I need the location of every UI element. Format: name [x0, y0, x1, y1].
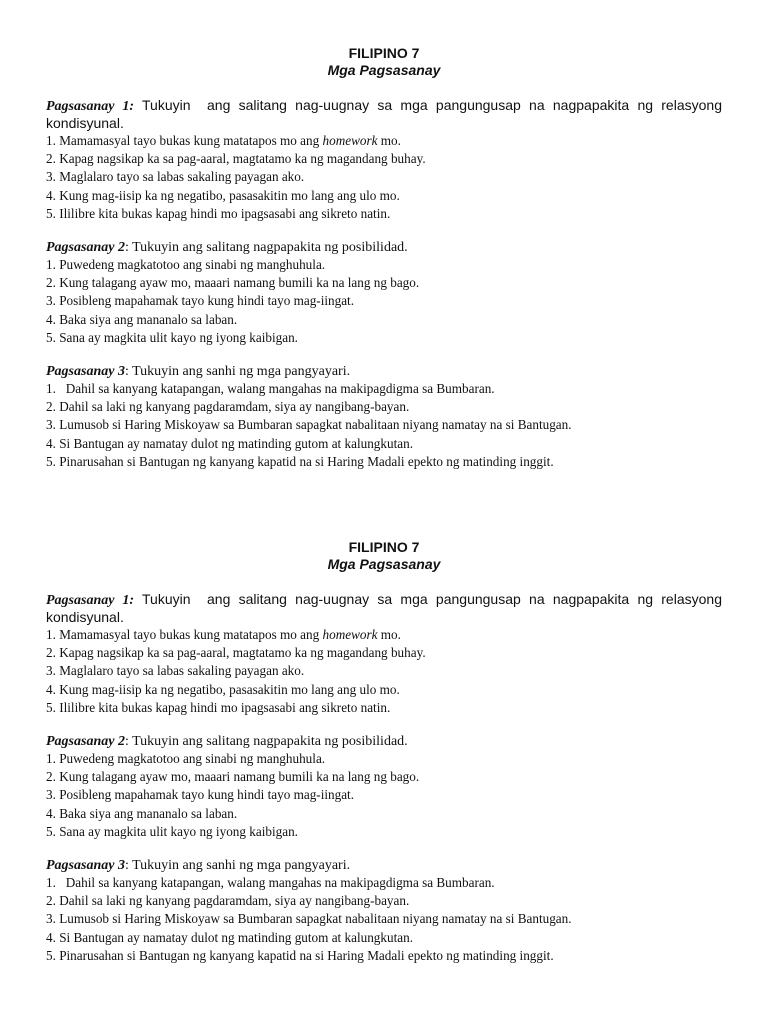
exercise-block [46, 733, 722, 841]
item-text: 2. Dahil sa laki ng kanyang pagdaramdam, siya ay nangibang-bayan. [46, 893, 410, 909]
exercise-instruction-text: : Tukuyin ang sanhi ng mga pangyayari. [124, 364, 351, 380]
item-text: 1. Dahil sa kanyang katapangan, walang mangahas na makipagdigma sa Bumbaran. [46, 875, 495, 891]
exercise-instruction-text: Tukuyin ang salitang nag-uugnay sa mga pangungusap na nagpapakita ng relasyong kondisyunal. [46, 591, 726, 625]
exercise-item [46, 626, 722, 644]
exercise-item [46, 398, 722, 416]
worksheet-copy [46, 538, 726, 965]
worksheet-title: FILIPINO 7 [348, 539, 420, 555]
exercise-label: Pagsasanay 2 [46, 240, 125, 256]
item-text: 3. Lumusob si Haring Miskoyaw sa Bumbaran sapagkat nabalitaan niyang namatay na si Bantugan. [46, 417, 572, 433]
exercise-instruction-text: : Tukuyin ang sanhi ng mga pangyayari. [124, 858, 351, 874]
item-text: 2. Dahil sa laki ng kanyang pagdaramdam, siya ay nangibang-bayan. [46, 399, 410, 415]
item-text: 2. Kapag nagsikap ka sa pag-aaral, magtatamo ka ng magandang buhay. [46, 645, 426, 661]
item-text: mo. [377, 627, 401, 642]
worksheet-subtitle: Mga Pagsasanay [327, 556, 441, 572]
item-text: 3. Lumusob si Haring Miskoyaw sa Bumbaran sapagkat nabalitaan niyang namatay na si Bantugan. [46, 911, 572, 927]
italic-term: homework [322, 627, 378, 642]
exercise-item [46, 380, 722, 398]
item-text: 4. Kung mag-iisip ka ng negatibo, pasasakitin mo lang ang ulo mo. [46, 681, 400, 697]
item-text: 2. Kung talagang ayaw mo, maaari namang bumili ka na lang ng bago. [46, 275, 420, 291]
exercise-item [46, 453, 722, 471]
exercise-block [46, 97, 726, 223]
item-text: 2. Kapag nagsikap ka sa pag-aaral, magtatamo ka ng magandang buhay. [46, 151, 426, 167]
exercise-item-list [46, 874, 722, 965]
exercise-instruction-text: Tukuyin ang salitang nag-uugnay sa mga pangungusap na nagpapakita ng relasyong kondisyunal. [46, 97, 726, 131]
exercise-item [46, 416, 722, 434]
exercise-item [46, 910, 722, 928]
item-text: 4. Baka siya ang mananalo sa laban. [46, 805, 238, 821]
exercise-item-list [46, 256, 722, 347]
exercise-instruction [46, 97, 726, 132]
exercise-instruction-text: : Tukuyin ang salitang nagpapakita ng posibilidad. [124, 734, 408, 750]
exercise-instruction [46, 363, 722, 380]
exercise-item [46, 274, 722, 292]
item-text: 1. Mamamasyal tayo bukas kung matatapos mo ang [46, 133, 323, 148]
exercise-instruction [46, 733, 722, 750]
exercise-item [46, 892, 722, 910]
exercise-item [46, 150, 722, 168]
exercise-instruction-text: : Tukuyin ang salitang nagpapakita ng posibilidad. [124, 240, 408, 256]
item-text: 3. Maglalaro tayo sa labas sakaling payagan ako. [46, 663, 305, 679]
exercise-label: Pagsasanay 3 [46, 364, 125, 380]
exercise-item [46, 750, 722, 768]
worksheet-subtitle: Mga Pagsasanay [327, 62, 441, 78]
exercise-item [46, 874, 722, 892]
exercise-item [46, 168, 722, 186]
item-text: 5. Ililibre kita bukas kapag hindi mo ipagsasabi ang sikreto natin. [46, 699, 391, 715]
exercise-item-list [46, 132, 722, 223]
item-text: 4. Kung mag-iisip ka ng negatibo, pasasakitin mo lang ang ulo mo. [46, 187, 400, 203]
exercise-label: Pagsasanay 3 [46, 858, 125, 874]
exercise-item [46, 768, 722, 786]
exercise-item [46, 805, 722, 823]
item-text: 5. Pinarusahan si Bantugan ng kanyang kapatid na si Haring Madali epekto ng matinding inggit. [46, 453, 554, 469]
item-text: 4. Si Bantugan ay namatay dulot ng matinding gutom at kalungkutan. [46, 435, 413, 451]
exercise-block [46, 239, 722, 347]
item-text: 4. Si Bantugan ay namatay dulot ng matinding gutom at kalungkutan. [46, 929, 413, 945]
exercise-instruction [46, 857, 722, 874]
exercise-item-list [46, 626, 722, 717]
exercise-instruction [46, 239, 722, 256]
item-text: 5. Ililibre kita bukas kapag hindi mo ipagsasabi ang sikreto natin. [46, 205, 391, 221]
item-text: 5. Pinarusahan si Bantugan ng kanyang kapatid na si Haring Madali epekto ng matinding inggit. [46, 947, 554, 963]
exercise-label: Pagsasanay 1: [46, 593, 134, 608]
italic-term: homework [322, 133, 378, 148]
exercise-item-list [46, 750, 722, 841]
item-text: 1. Dahil sa kanyang katapangan, walang mangahas na makipagdigma sa Bumbaran. [46, 381, 495, 397]
exercise-item [46, 699, 722, 717]
exercise-item [46, 187, 722, 205]
exercise-item-list [46, 380, 722, 471]
exercise-item [46, 786, 722, 804]
worksheet-title: FILIPINO 7 [348, 45, 420, 61]
exercise-item [46, 311, 722, 329]
exercise-item [46, 205, 722, 223]
item-text: 3. Posibleng mapahamak tayo kung hindi tayo mag-iingat. [46, 293, 355, 309]
item-text: 1. Mamamasyal tayo bukas kung matatapos mo ang [46, 627, 323, 642]
item-text: 1. Puwedeng magkatotoo ang sinabi ng manghuhula. [46, 751, 326, 767]
exercise-item [46, 644, 722, 662]
exercise-item [46, 947, 722, 965]
worksheet-copy [46, 44, 726, 471]
exercise-item [46, 292, 722, 310]
item-text: 4. Baka siya ang mananalo sa laban. [46, 311, 238, 327]
exercise-item [46, 132, 722, 150]
item-text: 3. Posibleng mapahamak tayo kung hindi tayo mag-iingat. [46, 787, 355, 803]
exercise-block [46, 591, 726, 717]
item-text: 3. Maglalaro tayo sa labas sakaling payagan ako. [46, 169, 305, 185]
exercise-item [46, 329, 722, 347]
exercise-item [46, 823, 722, 841]
exercise-instruction [46, 591, 726, 626]
exercise-block [46, 857, 722, 965]
exercise-item [46, 435, 722, 453]
exercise-item [46, 256, 722, 274]
exercise-item [46, 929, 722, 947]
item-text: 1. Puwedeng magkatotoo ang sinabi ng manghuhula. [46, 257, 326, 273]
item-text: 5. Sana ay magkita ulit kayo ng iyong kaibigan. [46, 823, 298, 839]
exercise-item [46, 662, 722, 680]
exercise-block [46, 363, 722, 471]
exercise-label: Pagsasanay 2 [46, 734, 125, 750]
exercise-label: Pagsasanay 1: [46, 99, 134, 114]
item-text: 2. Kung talagang ayaw mo, maaari namang bumili ka na lang ng bago. [46, 769, 420, 785]
item-text: mo. [377, 133, 401, 148]
item-text: 5. Sana ay magkita ulit kayo ng iyong kaibigan. [46, 329, 298, 345]
exercise-item [46, 681, 722, 699]
